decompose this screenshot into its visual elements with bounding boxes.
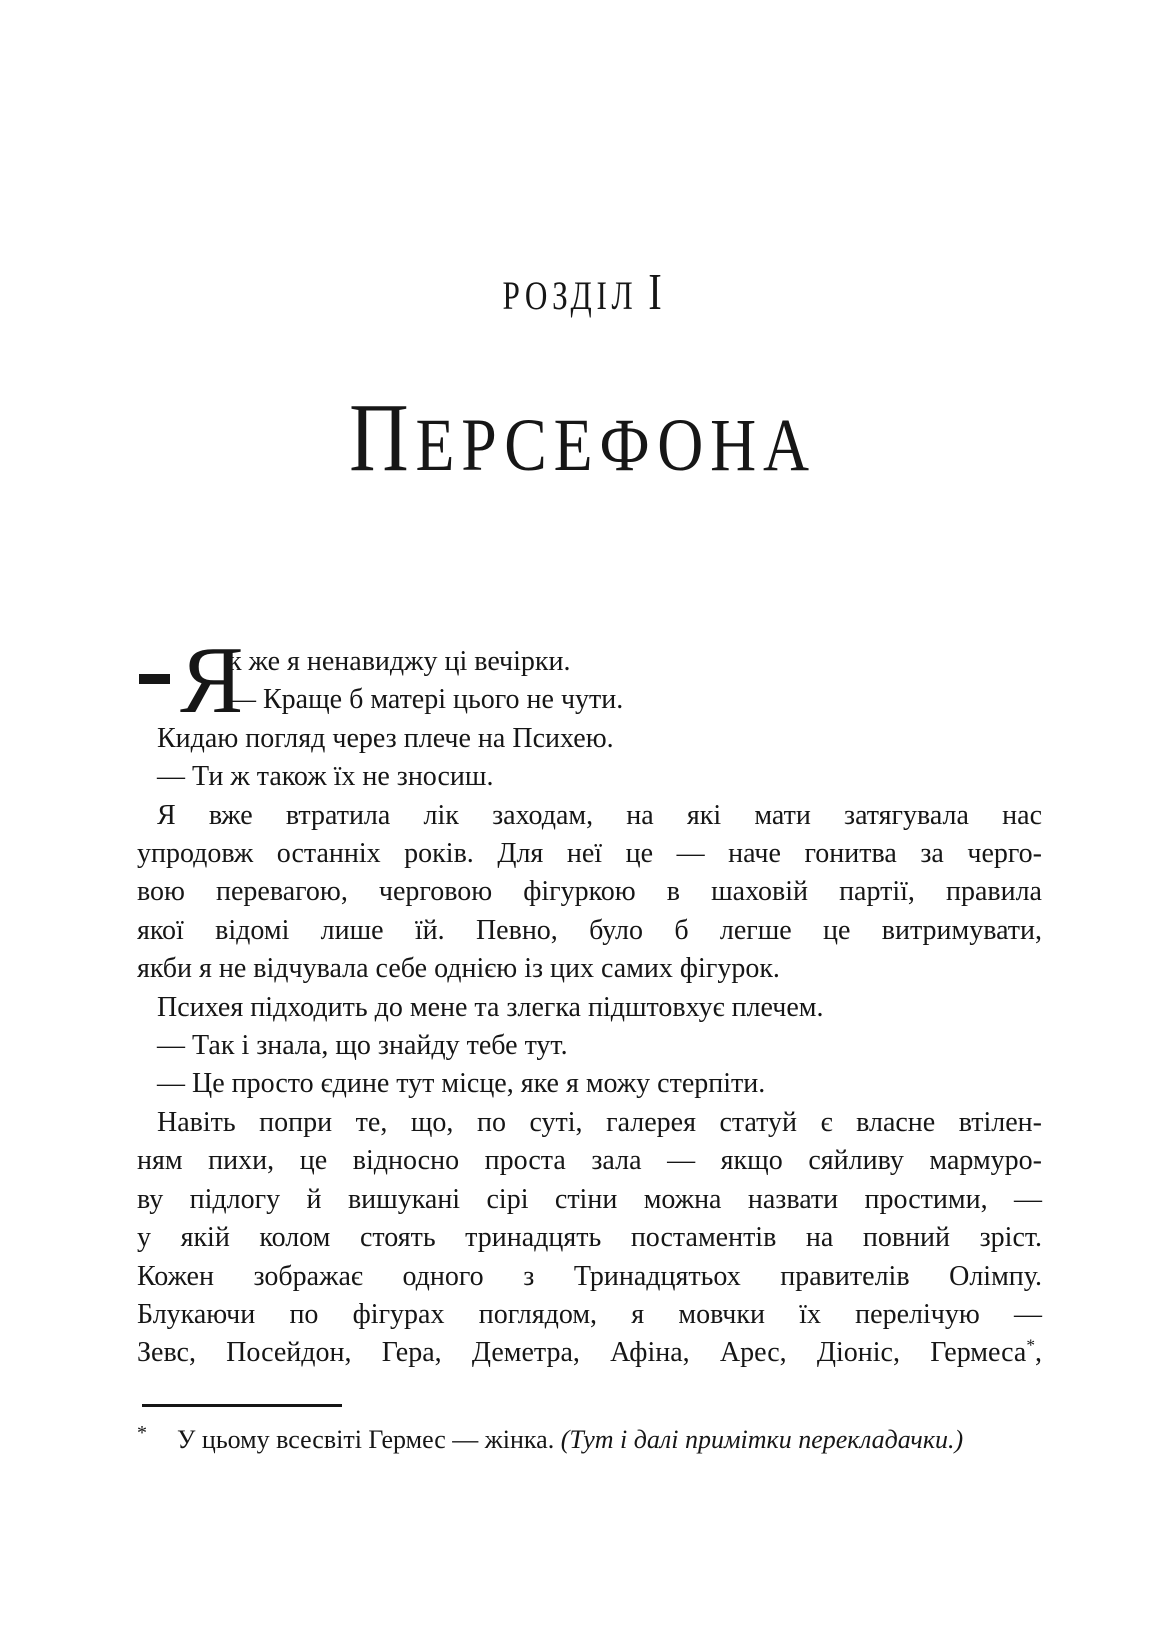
text-line: Психея підходить до мене та злегка підштовхує плечем. bbox=[157, 991, 824, 1023]
footnote bbox=[137, 1416, 1042, 1457]
text-line: вою перевагою, черговою фігуркою в шаховій партії, правила bbox=[137, 876, 1042, 908]
text-line: упродовж останніх років. Для неї це — наче гонитва за черго- bbox=[137, 838, 1042, 870]
chapter-kicker bbox=[0, 264, 1165, 330]
footnote-marker-asterisk: * bbox=[137, 1422, 147, 1444]
text-line: ву підлогу й вишукані сірі стіни можна назвати простими, — bbox=[137, 1183, 1042, 1215]
text-line: Навіть попри те, що, по суті, галерея статуй є власне втілен- bbox=[157, 1106, 1042, 1138]
drop-cap bbox=[137, 627, 274, 733]
text-line: якої відомі лише їй. Певно, було б легше це витримувати, bbox=[137, 914, 1042, 946]
text-line: — Це просто єдине тут місце, яке я можу стерпіти. bbox=[157, 1068, 766, 1100]
footnote-text: У цьому всесвіті Гермес — жінка. bbox=[177, 1425, 561, 1454]
text-line: ням пихи, це відносно проста зала — якщо сяйливу мармуро- bbox=[137, 1145, 1042, 1177]
title-initial-letter: П bbox=[349, 384, 416, 491]
chapter-title-text bbox=[349, 384, 816, 510]
footnote-reference-asterisk: * bbox=[1026, 1335, 1035, 1355]
drop-cap-letter: Я bbox=[180, 627, 244, 733]
text-line: — Краще б матері цього не чути. bbox=[228, 684, 624, 716]
dialogue-dash bbox=[139, 674, 170, 684]
chapter-numeral: I bbox=[648, 264, 663, 321]
text-line: Кидаю погляд через плече на Психею. bbox=[157, 722, 614, 754]
text-line: Кожен зображає одного з Тринадцятьох правителів Олімпу. bbox=[137, 1260, 1042, 1292]
text-line: Блукаючи по фігурах поглядом, я мовчки їх перелічую — bbox=[137, 1298, 1042, 1330]
chapter-title bbox=[0, 384, 1165, 510]
text-line: Я вже втратила лік заходам, на які мати затягувала нас bbox=[157, 799, 1042, 831]
last-line-text: Зевс, Посейдон, Гера, Деметра, Афіна, Арес, Діоніс, Гермеса bbox=[137, 1337, 1027, 1369]
text-line: — Так і знала, що знайду тебе тут. bbox=[157, 1030, 568, 1062]
chapter-kicker-text bbox=[502, 264, 663, 330]
text-line bbox=[137, 1334, 1042, 1372]
body-text bbox=[137, 627, 1042, 1373]
footnote-translator-note: (Тут і далі примітки перекладачки.) bbox=[560, 1425, 964, 1454]
last-line-tail: , bbox=[1035, 1337, 1042, 1369]
footnote-separator-rule bbox=[142, 1404, 342, 1407]
text-line: якби я не відчувала себе однією із цих самих фігурок. bbox=[137, 953, 780, 985]
text-line: у якій колом стоять тринадцять постаментів на повний зріст. bbox=[137, 1222, 1042, 1254]
chapter-label: РОЗДІЛ bbox=[502, 273, 638, 318]
text-line: — Ти ж також їх не зносиш. bbox=[157, 761, 494, 793]
text-line: к же я ненавиджу ці вечірки. bbox=[228, 646, 571, 677]
title-rest: ЕРСЕФОНА bbox=[415, 404, 816, 487]
